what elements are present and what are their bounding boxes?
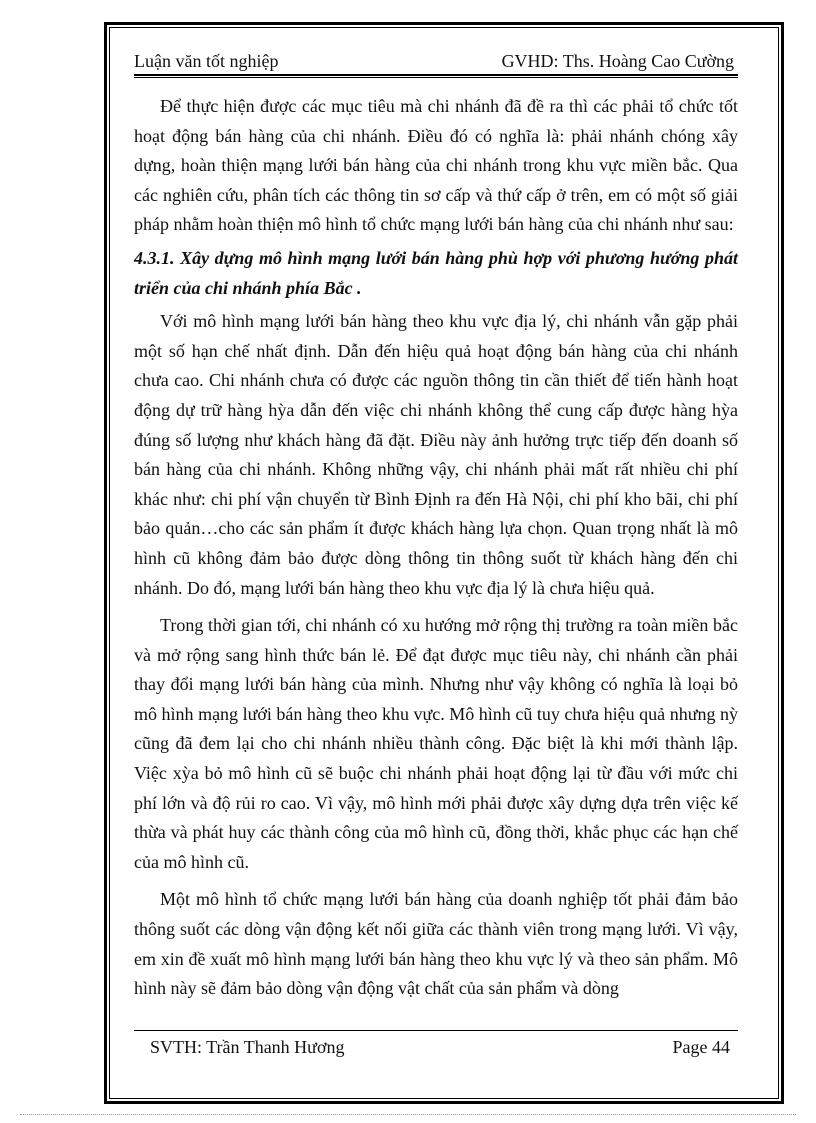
intro-paragraph: Để thực hiện được các mục tiêu mà chi nhánh đã đề ra thì các phải tổ chức tốt hoạt động bán hàng của chi nhánh. Điều đó có nghĩa là: phải nhánh chóng xây dựng, hoàn thiện mạng lưới bán hàng của chi nhánh trong khu vực miền bắc. Qua các nghiên cứu, phân tích các thông tin sơ cấp và thứ cấp ở trên, em có một số giải pháp nhằm hoàn thiện mô hình tổ chức mạng lưới bán hàng của chi nhánh như sau: xyxy=(134,96,738,235)
header-thesis-label: Luận văn tốt nghiệp xyxy=(134,51,279,71)
section-heading: 4.3.1. Xây dựng mô hình mạng lưới bán hàng phù hợp với phương hướng phát triển của chi nhánh phía Bắc . xyxy=(134,247,738,298)
body-paragraph-1: Với mô hình mạng lưới bán hàng theo khu vực địa lý, chi nhánh vẫn gặp phải một số hạn chế nhất định. Dẫn đến hiệu quả hoạt động bán hàng của chi nhánh chưa cao. Chi nhánh chưa có được các nguồn thông tin cần thiết để tiến hành hoạt động dự trữ hàng hỳa dẫn đến việc chi nhánh không thể cung cấp được hàng hỳa đúng số lượng như khách hàng đã đặt. Điều này ảnh hưởng trực tiếp đến doanh số bán hàng của chi nhánh. Không những vậy, chi nhánh phải mất rất nhiều chi phí khác như: chi phí vận chuyển từ Bình Định ra đến Hà Nội, chi phí kho bãi, chi phí bảo quản…cho các sản phẩm ít được khách hàng lựa chọn. Quan trọng nhất là mô hình cũ không đảm bảo được dòng thông tin thông suốt từ khách hàng đến chi nhánh. Do đó, mạng lưới bán hàng theo khu vực địa lý là chưa hiệu quả. xyxy=(134,311,738,598)
page-footer xyxy=(150,1033,730,1061)
body-paragraph-2: Trong thời gian tới, chi nhánh có xu hướng mở rộng thị trường ra toàn miền bắc và mở rộng sang hình thức bán lẻ. Để đạt được mục tiêu này, chi nhánh cần phải thay đổi mạng lưới bán hàng của mình. Nhưng như vậy không có nghĩa là loại bỏ mô hình mạng lưới bán hàng theo khu vực. Mô hình cũ tuy chưa hiệu quả nhưng nỳ cũng đã đem lại cho chi nhánh nhiều thành công. Đặc biệt là khi mới thành lập. Việc xỳa bỏ mô hình cũ sẽ buộc chi nhánh phải hoạt động lại từ đầu với mức chi phí lớn và độ rủi ro cao. Vì vậy, mô hình mới phải được xây dựng dựa trên việc kế thừa và phát huy các thành công của mô hình cũ, đồng thời, khắc phục các hạn chế của mô hình cũ. xyxy=(134,615,738,872)
page-body xyxy=(134,92,738,1004)
page-header xyxy=(134,46,734,72)
page-edge-dotted-line xyxy=(20,1114,796,1115)
header-advisor-label: GVHD: Ths. Hoàng Cao Cường xyxy=(501,51,734,71)
page-number: Page 44 xyxy=(672,1036,730,1057)
body-paragraph-3: Một mô hình tổ chức mạng lưới bán hàng của doanh nghiệp tốt phải đảm bảo thông suốt các dòng vận động kết nối giữa các thành viên trong mạng lưới. Vì vậy, em xin đề xuất mô hình mạng lưới bán hàng theo khu vực lý và theo sản phẩm. Mô hình này sẽ đảm bảo dòng vận động vật chất của sản phẩm và dòng xyxy=(134,889,738,999)
header-rule-thin xyxy=(134,77,738,78)
footer-student-label: SVTH: Trần Thanh Hương xyxy=(150,1036,345,1057)
footer-rule xyxy=(134,1030,738,1031)
header-rule xyxy=(134,74,738,76)
